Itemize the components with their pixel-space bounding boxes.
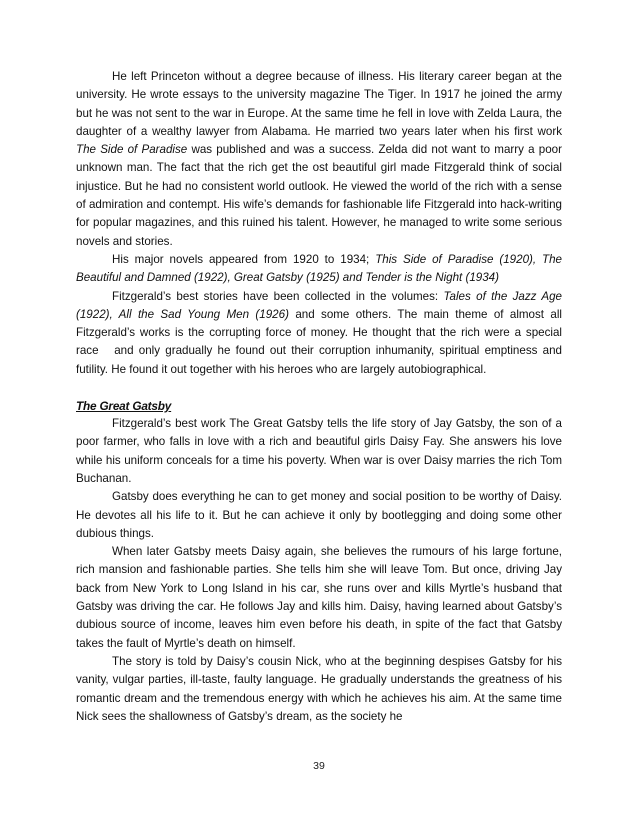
body-paragraph — [76, 543, 562, 653]
text-run: He left Princeton without a degree because of illness. His literary career began at the university. He wrote essays to the university magazine The Tiger. In 1917 he joined the army but he was not sent to the war in Europe. At the same time he fell in love with Zelda Laura, the daughter of a wealthy lawyer from Alabama. He married two years later when his first work — [76, 70, 562, 138]
page-number: 39 — [313, 760, 325, 772]
text-run: Fitzgerald’s best work The Great Gatsby tells the life story of Jay Gatsby, the son of a poor farmer, who falls in love with a rich and beautiful girls Daisy Fay. She answers his love while his uniform conceals for a time his poverty. When war is over Daisy marries the rich Tom Buchanan. — [76, 417, 562, 485]
body-paragraph — [76, 653, 562, 726]
body-paragraph — [76, 415, 562, 488]
body-paragraph — [76, 251, 562, 288]
text-run: was published and was a success. Zelda did not want to marry a poor unknown man. The fact that the rich get the ost beautiful girl made Fitzgerald think of social injustice. But he had no consistent world outlook. He viewed the world of the rich with a sense of admiration and contempt. His wife’s demands for fashionable life Fitzgerald into hack-writing for popular magazines, and this ruined his talent. However, he managed to write some serious novels and stories. — [76, 143, 562, 248]
italic-title-run: The Side of Paradise — [76, 143, 188, 157]
page-body — [76, 68, 562, 726]
body-paragraph — [76, 488, 562, 543]
text-run: The story is told by Daisy’s cousin Nick, who at the beginning despises Gatsby for his vanity, vulgar parties, ill-taste, faulty language. He gradually understands the greatness of his romantic dream and the tremendous energy with which he achieves his aim. At the same time Nick sees the shallowness of Gatsby’s dream, as the society he — [76, 654, 562, 723]
text-run: and some others. The main theme of almost all Fitzgerald’s works is the corrupting force of money. He thought that the rich were a special race and only gradually he found out their corruption inhumanity, spiritual emptiness and futility. He found it out together with his heroes who are largely autobiographical. — [76, 307, 562, 376]
text-run: Gatsby does everything he can to get money and social position to be worthy of Daisy. He devotes all his life to it. But he can achieve it only by bootlegging and doing some other dubious things. — [76, 490, 562, 540]
italic-title-run: This Side of Paradise (1920), The Beautiful and Damned (1922), Great Gatsby (1925) and Tender is the Night (1934) — [76, 252, 562, 285]
italic-title-run: Tales of the Jazz Age (1922), All the Sad Young Men (1926) — [76, 289, 563, 321]
section-heading: The Great Gatsby — [76, 399, 172, 414]
body-paragraph — [76, 68, 562, 251]
text-run: When later Gatsby meets Daisy again, she believes the rumours of his large fortune, rich mansion and fashionable parties. She tells him she will leave Tom. But once, driving Jay back from New York to Long Island in his car, she runs over and kills Myrtle’s husband that Gatsby was driving the car. He follows Jay and kills him. Daisy, having learned about Gatsby’s dubious source of income, leaves him even before his death, in spite of the fact that Gatsby takes the fault of Myrtle’s death on himself. — [76, 545, 562, 650]
text-run: Fitzgerald’s best stories have been collected in the volumes: — [112, 289, 444, 303]
body-paragraph — [76, 288, 562, 379]
text-run: His major novels appeared from 1920 to 1934; — [112, 252, 376, 266]
